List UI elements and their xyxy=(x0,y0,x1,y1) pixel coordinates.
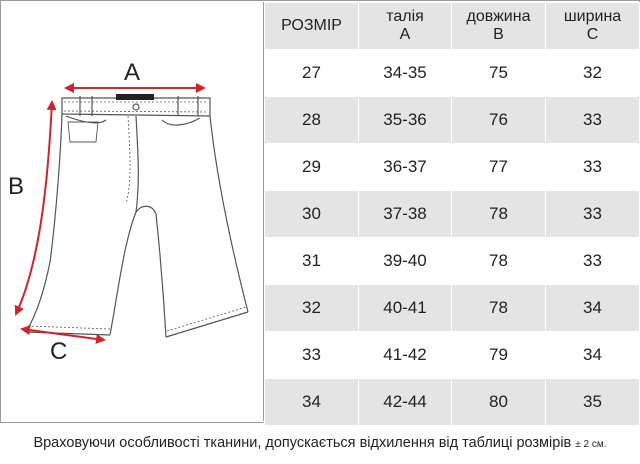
width-cell: 33 xyxy=(546,144,640,191)
waist-cell: 35-36 xyxy=(359,97,452,144)
table-row xyxy=(265,379,640,426)
label-a: A xyxy=(124,59,141,86)
length-cell: 75 xyxy=(452,50,546,97)
header-size: РОЗМІР xyxy=(265,3,359,50)
waist-cell: 37-38 xyxy=(359,191,452,238)
length-cell: 76 xyxy=(452,97,546,144)
size-cell: 29 xyxy=(265,144,359,191)
size-cell: 28 xyxy=(265,97,359,144)
waistband-label-patch xyxy=(116,94,154,100)
table-row xyxy=(265,285,640,332)
length-cell: 78 xyxy=(452,285,546,332)
waist-cell: 34-35 xyxy=(359,50,452,97)
shorts-drawing xyxy=(2,2,263,421)
waist-cell: 40-41 xyxy=(359,285,452,332)
measure-lines xyxy=(16,88,204,340)
length-cell: 80 xyxy=(452,379,546,426)
length-cell: 78 xyxy=(452,191,546,238)
table-row xyxy=(265,332,640,379)
shorts-outline xyxy=(26,96,248,337)
table-row xyxy=(265,50,640,97)
table-row xyxy=(265,144,640,191)
shorts-diagram xyxy=(2,2,264,421)
table-row xyxy=(265,238,640,285)
table-row xyxy=(265,97,640,144)
label-c: C xyxy=(50,338,68,365)
label-b: B xyxy=(8,173,25,200)
waist-cell: 42-44 xyxy=(359,379,452,426)
table-row xyxy=(265,191,640,238)
waist-cell: 41-42 xyxy=(359,332,452,379)
waist-cell: 39-40 xyxy=(359,238,452,285)
length-cell: 77 xyxy=(452,144,546,191)
size-cell: 27 xyxy=(265,50,359,97)
tolerance-value: ± 2 см. xyxy=(575,439,607,450)
width-cell: 33 xyxy=(546,191,640,238)
header-width: ширина C xyxy=(546,3,640,50)
header-waist: талія A xyxy=(359,3,452,50)
size-table xyxy=(264,2,640,426)
waist-cell: 36-37 xyxy=(359,144,452,191)
length-measure-line xyxy=(16,102,52,314)
width-cell: 32 xyxy=(546,50,640,97)
width-cell: 33 xyxy=(546,97,640,144)
size-cell: 33 xyxy=(265,332,359,379)
length-cell: 78 xyxy=(452,238,546,285)
size-cell: 32 xyxy=(265,285,359,332)
tolerance-note xyxy=(0,424,640,463)
tolerance-note-text: Враховуючи особливості тканини, допускається відхилення від таблиці розмірів xyxy=(33,435,572,451)
width-cell: 34 xyxy=(546,285,640,332)
width-cell: 34 xyxy=(546,332,640,379)
size-cell: 34 xyxy=(265,379,359,426)
size-cell: 30 xyxy=(265,191,359,238)
size-cell: 31 xyxy=(265,238,359,285)
width-cell: 33 xyxy=(546,238,640,285)
length-cell: 79 xyxy=(452,332,546,379)
header-length: довжина B xyxy=(452,3,546,50)
table-header-row xyxy=(265,3,640,50)
width-cell: 35 xyxy=(546,379,640,426)
